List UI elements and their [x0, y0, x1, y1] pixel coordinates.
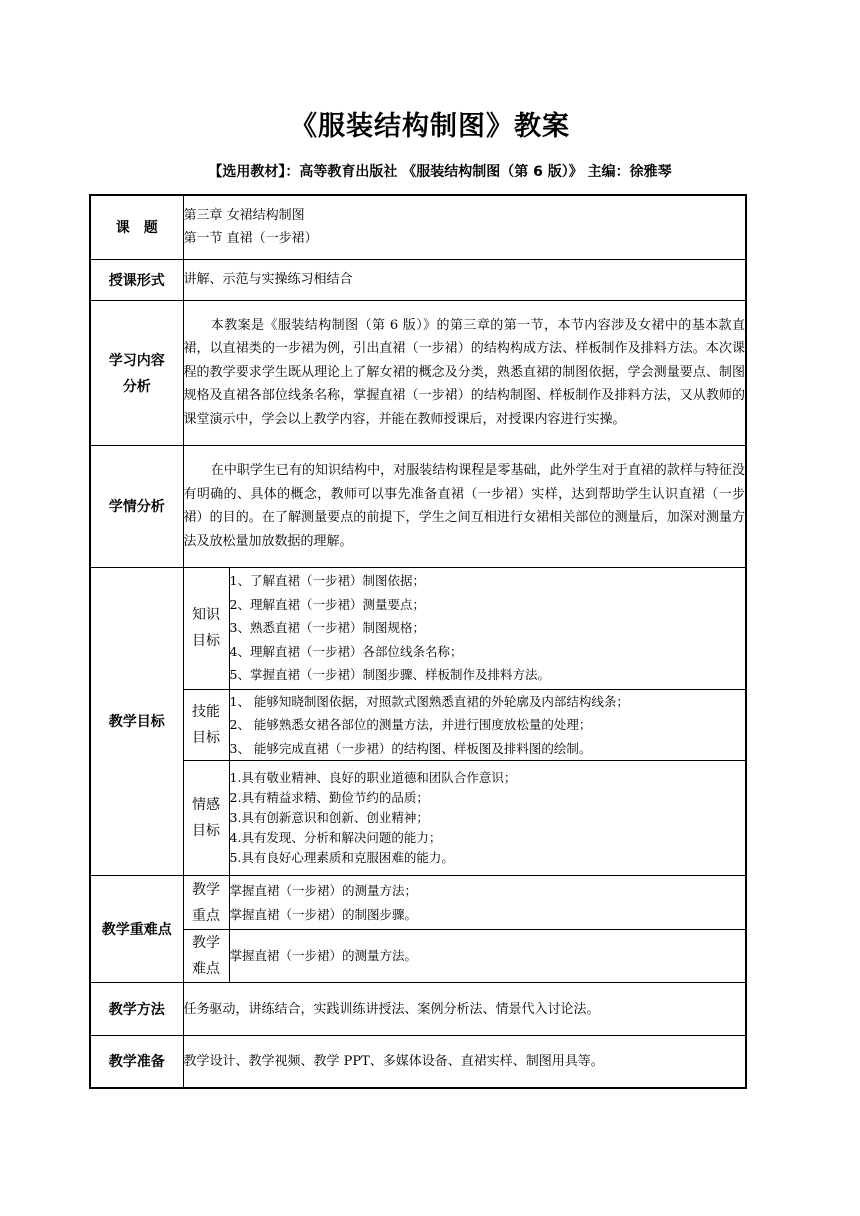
row-key-focus — [90, 876, 746, 930]
row-knowledge-goal — [90, 567, 746, 689]
row-methods — [90, 983, 746, 1036]
list-item: 2、理解直裙（一步裙）测量要点； — [229, 596, 425, 612]
skill-goal-label-line2: 目标 — [192, 729, 220, 746]
row-topic — [90, 195, 746, 259]
content-label-line2: 分析 — [122, 378, 151, 395]
emotion-goal-label — [183, 761, 229, 876]
list-item: 2.具有精益求精、勤俭节约的品质； — [229, 790, 429, 805]
methods-content: 任务驱动，讲练结合，实践训练讲授法、案例分析法、情景代入讨论法。 — [183, 983, 746, 1036]
focus-label — [183, 876, 229, 930]
focus-list — [229, 876, 746, 930]
emotion-goal-label-line1: 情感 — [192, 797, 220, 813]
list-item: 掌握直裙（一步裙）的测量方法； — [229, 883, 418, 898]
content-text: 本教案是《服装结构制图（第 6 版）》的第三章的第一节，本节内容涉及女裙中的基本款直裙，以直裙类的一步裙为例，引出直裙（一步裙）的结构构成方法、样板制作及排料方法。本次课程的教学要求学生既从理论上了解女裙的概念及分类，熟悉直裙的制图依据，学会测量要点、制图规格及直裙各部位线条名称，掌握直裙（一步裙）的结构制图、样板制作及排料方法，又从教师的课堂演示中，学会以上教学内容，并能在教师授课后，对授课内容进行实操。 — [183, 300, 746, 445]
textbook-info: 【选用教材】：高等教育出版社 《服装结构制图（第 6 版）》 主编：徐雅琴 — [208, 164, 672, 180]
format-content: 讲解、示范与实操练习相结合 — [183, 259, 746, 300]
row-skill-goal — [90, 689, 746, 761]
content-label-line1: 学习内容 — [108, 352, 165, 369]
format-label: 授课形式 — [90, 259, 183, 300]
methods-label: 教学方法 — [90, 983, 183, 1036]
list-item: 2、 能够熟悉女裙各部位的测量方法，并进行围度放松量的处理； — [229, 717, 592, 732]
difficulty-label-line2: 难点 — [192, 961, 220, 977]
students-label: 学情分析 — [90, 445, 183, 567]
difficulty-label — [183, 930, 229, 983]
list-item: 掌握直裙（一步裙）的制图步骤。 — [229, 906, 418, 922]
emotion-goal-label-line2: 目标 — [192, 823, 220, 839]
students-text: 在中职学生已有的知识结构中，对服装结构课程是零基础，此外学生对于直裙的款样与特征没有明确的、具体的概念，教师可以事先准备直裙（一步裙）实样，达到帮助学生认识直裙（一步裙）的目的。在了解测量要点的前提下，学生之间互相进行女裙相关部位的测量后，加深对测量方法及放松量加放数据的理解。 — [183, 445, 746, 567]
list-item: 4、理解直裙（一步裙）各部位线条名称； — [229, 643, 463, 659]
document-title: 《服装结构制图》教案 — [290, 111, 570, 142]
list-item: 1.具有敬业精神、良好的职业道德和团队合作意识； — [229, 770, 517, 785]
content-label — [90, 300, 183, 445]
focus-label-line2: 重点 — [192, 907, 220, 924]
keypoints-label: 教学重难点 — [90, 876, 183, 983]
list-item: 3、熟悉直裙（一步裙）制图规格； — [229, 620, 425, 636]
list-item: 5.具有良好心理素质和克服困难的能力。 — [229, 850, 454, 865]
topic-chapter: 第三章 女裙结构制图 — [183, 208, 305, 224]
knowledge-goal-label — [183, 567, 229, 689]
row-emotion-goal — [90, 761, 746, 876]
list-item: 3.具有创新意识和创新、创业精神； — [229, 810, 429, 825]
row-content — [90, 300, 746, 445]
list-item: 4.具有发现、分析和解决问题的能力； — [229, 830, 442, 845]
topic-content — [183, 195, 746, 259]
skill-goal-list — [229, 689, 746, 761]
prep-content: 教学设计、教学视频、教学 PPT、多媒体设备、直裙实样、制图用具等。 — [183, 1036, 746, 1088]
row-key-difficulty — [90, 930, 746, 983]
topic-section: 第一节 直裙（一步裙） — [183, 231, 318, 247]
lesson-plan-table — [89, 194, 747, 1089]
difficulty-list — [229, 930, 746, 983]
list-item: 3、 能够完成直裙（一步裙）的结构图、样板图及排料图的绘制。 — [229, 740, 592, 756]
difficulty-label-line1: 教学 — [192, 935, 220, 951]
emotion-goal-list — [229, 761, 746, 876]
skill-goal-label-line1: 技能 — [192, 703, 220, 720]
list-item: 1、了解直裙（一步裙）制图依据； — [229, 573, 425, 589]
goals-label: 教学目标 — [90, 567, 183, 876]
list-item: 掌握直裙（一步裙）的测量方法。 — [229, 948, 418, 964]
topic-label: 课 题 — [90, 195, 183, 259]
focus-label-line1: 教学 — [192, 881, 220, 898]
list-item: 1、 能够知晓制图依据，对照款式图熟悉直裙的外轮廓及内部结构线条； — [229, 693, 629, 709]
list-item: 5、掌握直裙（一步裙）制图步骤、样板制作及排料方法。 — [229, 667, 550, 683]
knowledge-goal-label-line2: 目标 — [192, 633, 220, 649]
row-prep — [90, 1036, 746, 1088]
row-students — [90, 445, 746, 567]
prep-label: 教学准备 — [90, 1036, 183, 1088]
knowledge-goal-label-line1: 知识 — [192, 607, 220, 623]
row-format — [90, 259, 746, 300]
knowledge-goal-list — [229, 567, 746, 689]
skill-goal-label — [183, 689, 229, 761]
